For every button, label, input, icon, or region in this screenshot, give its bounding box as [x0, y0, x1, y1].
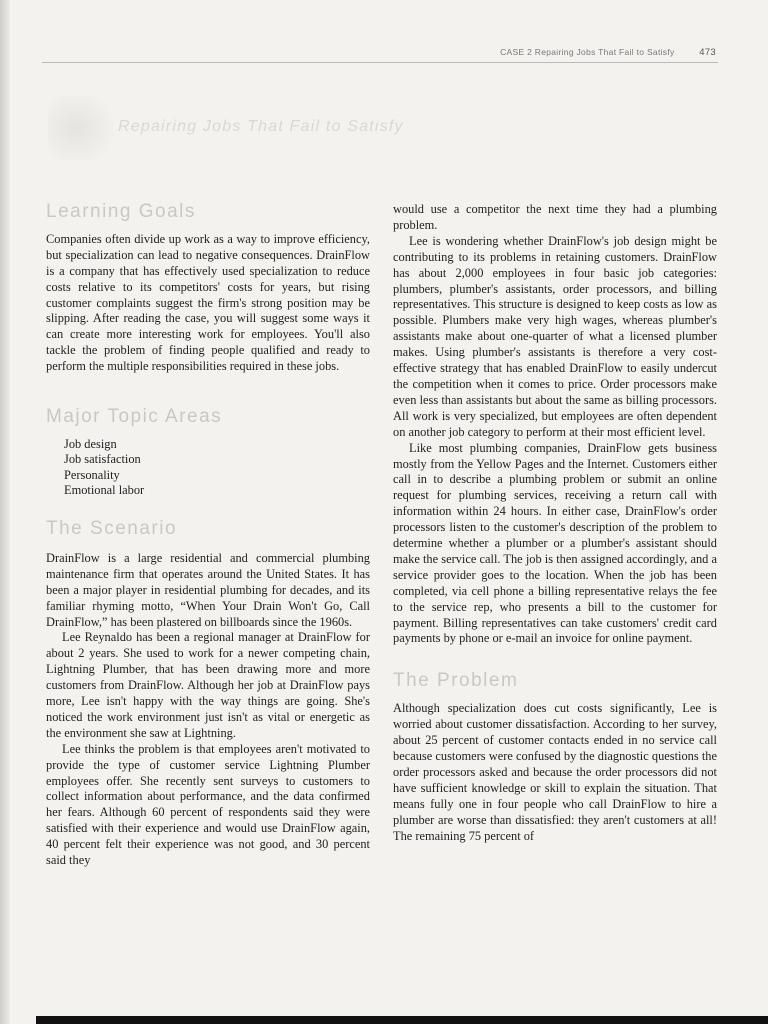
topic-item: Emotional labor — [64, 483, 145, 498]
learning-goals-heading: Learning Goals — [46, 201, 196, 222]
page-binding-shadow — [0, 0, 10, 1024]
scenario-paragraph: Lee thinks the problem is that employees aren't motivated to provide the type of customer service Lightning Plumber employees offer. She recently sent surveys to customers to collect information about performance, and the data confirmed her fears. Although 60 percent of respondents said they were satisfied with their experience and would use DrainFlow again, 40 percent felt their experience was not good, and 30 percent said they — [46, 741, 370, 868]
topic-list — [64, 437, 370, 499]
scenario-paragraph: DrainFlow is a large residential and commercial plumbing maintenance firm that operates around the United States. It has been a major player in residential plumbing for decades, and its familiar rhyming motto, “When Your Drain Won't Go, Call DrainFlow,” has been plastered on billboards since the 1960s. — [46, 550, 370, 629]
topic-item: Job satisfaction — [64, 452, 141, 467]
problem-heading: The Problem — [393, 670, 519, 692]
scenario-paragraph: Lee Reynaldo has been a regional manager at DrainFlow for about 2 years. She used to work for a newer competing chain, Lightning Plumber, that has been drawing more and more customers from DrainFlow. Although her job at DrainFlow pays more, Lee isn't happy with the way things are going. She's noticed the work environment just isn't as vital or energetic as the environment she saw at Lightning. — [46, 630, 370, 740]
problem-paragraph: Although specialization does cut costs significantly, Lee is worried about customer dissatisfaction. According to her survey, about 25 percent of customer contacts ended in no service call because customers were confused by the diagnostic questions the order processors asked and because the order processors did not have sufficient knowledge or skill to explain the situation. That means fully one in four people who call DrainFlow to hire a plumber are worse than dissatisfied: they aren't customers at all! The remaining 75 percent of — [393, 701, 717, 843]
right-column — [393, 202, 717, 844]
body-paragraph: Like most plumbing companies, DrainFlow gets business mostly from the Yellow Pages and the Internet. Customers either call in to describe a plumbing problem or submit an online request for plumbing services, receiving a return call with information within 24 hours. In either case, DrainFlow's order processors listen to the customer's description of the problem to determine whether a plumber or a plumber's assistant should make the service call. The job is then assigned accordingly, and a service provider goes to the location. When the job has been completed, via cell phone a billing representative relays the fee to the service rep, who presents a bill to the customer for payment. Billing representatives can take customers' credit card payments by phone or e-mail an invoice for online payment. — [393, 440, 717, 646]
learning-goals-paragraph: Companies often divide up work as a way to improve efficiency, but specialization can lead to negative consequences. DrainFlow is a company that has effectively used specialization to reduce costs relative to its competitors' costs for years, but rising customer complaints suggest the firm's strong position may be slipping. After reading the case, you will suggest some ways it can create more interesting work for employees. You'll also tackle the problem of finding people qualified and ready to perform the multiple responsibilities required in these jobs. — [46, 231, 370, 374]
body-paragraph: Lee is wondering whether DrainFlow's job design might be contributing to its problems in retaining customers. DrainFlow has about 2,000 employees in four basic job categories: plumbers, plumber's assistants, order processors, and billing representatives. This structure is designed to keep costs as low as possible. Plumbers make very high wages, whereas plumber's assistants make about one-quarter of what a licensed plumber makes. Using plumber's assistants is therefore a very cost-effective strategy that has enabled DrainFlow to easily undercut the competition when it comes to price. Order processors make even less than assistants but about the same as billing processors. All work is very specialized, but employees are often dependent on another job category to perform at their most efficient level. — [393, 233, 717, 439]
topic-item: Personality — [64, 467, 120, 482]
chapter-title: Repairing Jobs That Fail to Satisfy — [118, 118, 404, 135]
page-number: 473 — [699, 47, 716, 58]
left-column — [46, 202, 370, 869]
continued-paragraph: would use a competitor the next time they had a plumbing problem. — [393, 202, 717, 232]
scenario-heading: The Scenario — [46, 517, 178, 539]
running-header — [500, 47, 716, 58]
topic-item: Job design — [64, 436, 117, 451]
major-topic-areas-heading: Major Topic Areas — [46, 406, 223, 428]
running-title: CASE 2 Repairing Jobs That Fail to Satisfy — [500, 47, 675, 57]
header-rule — [42, 62, 718, 63]
scan-bottom-edge — [36, 1016, 768, 1024]
chapter-ornament — [48, 96, 118, 160]
